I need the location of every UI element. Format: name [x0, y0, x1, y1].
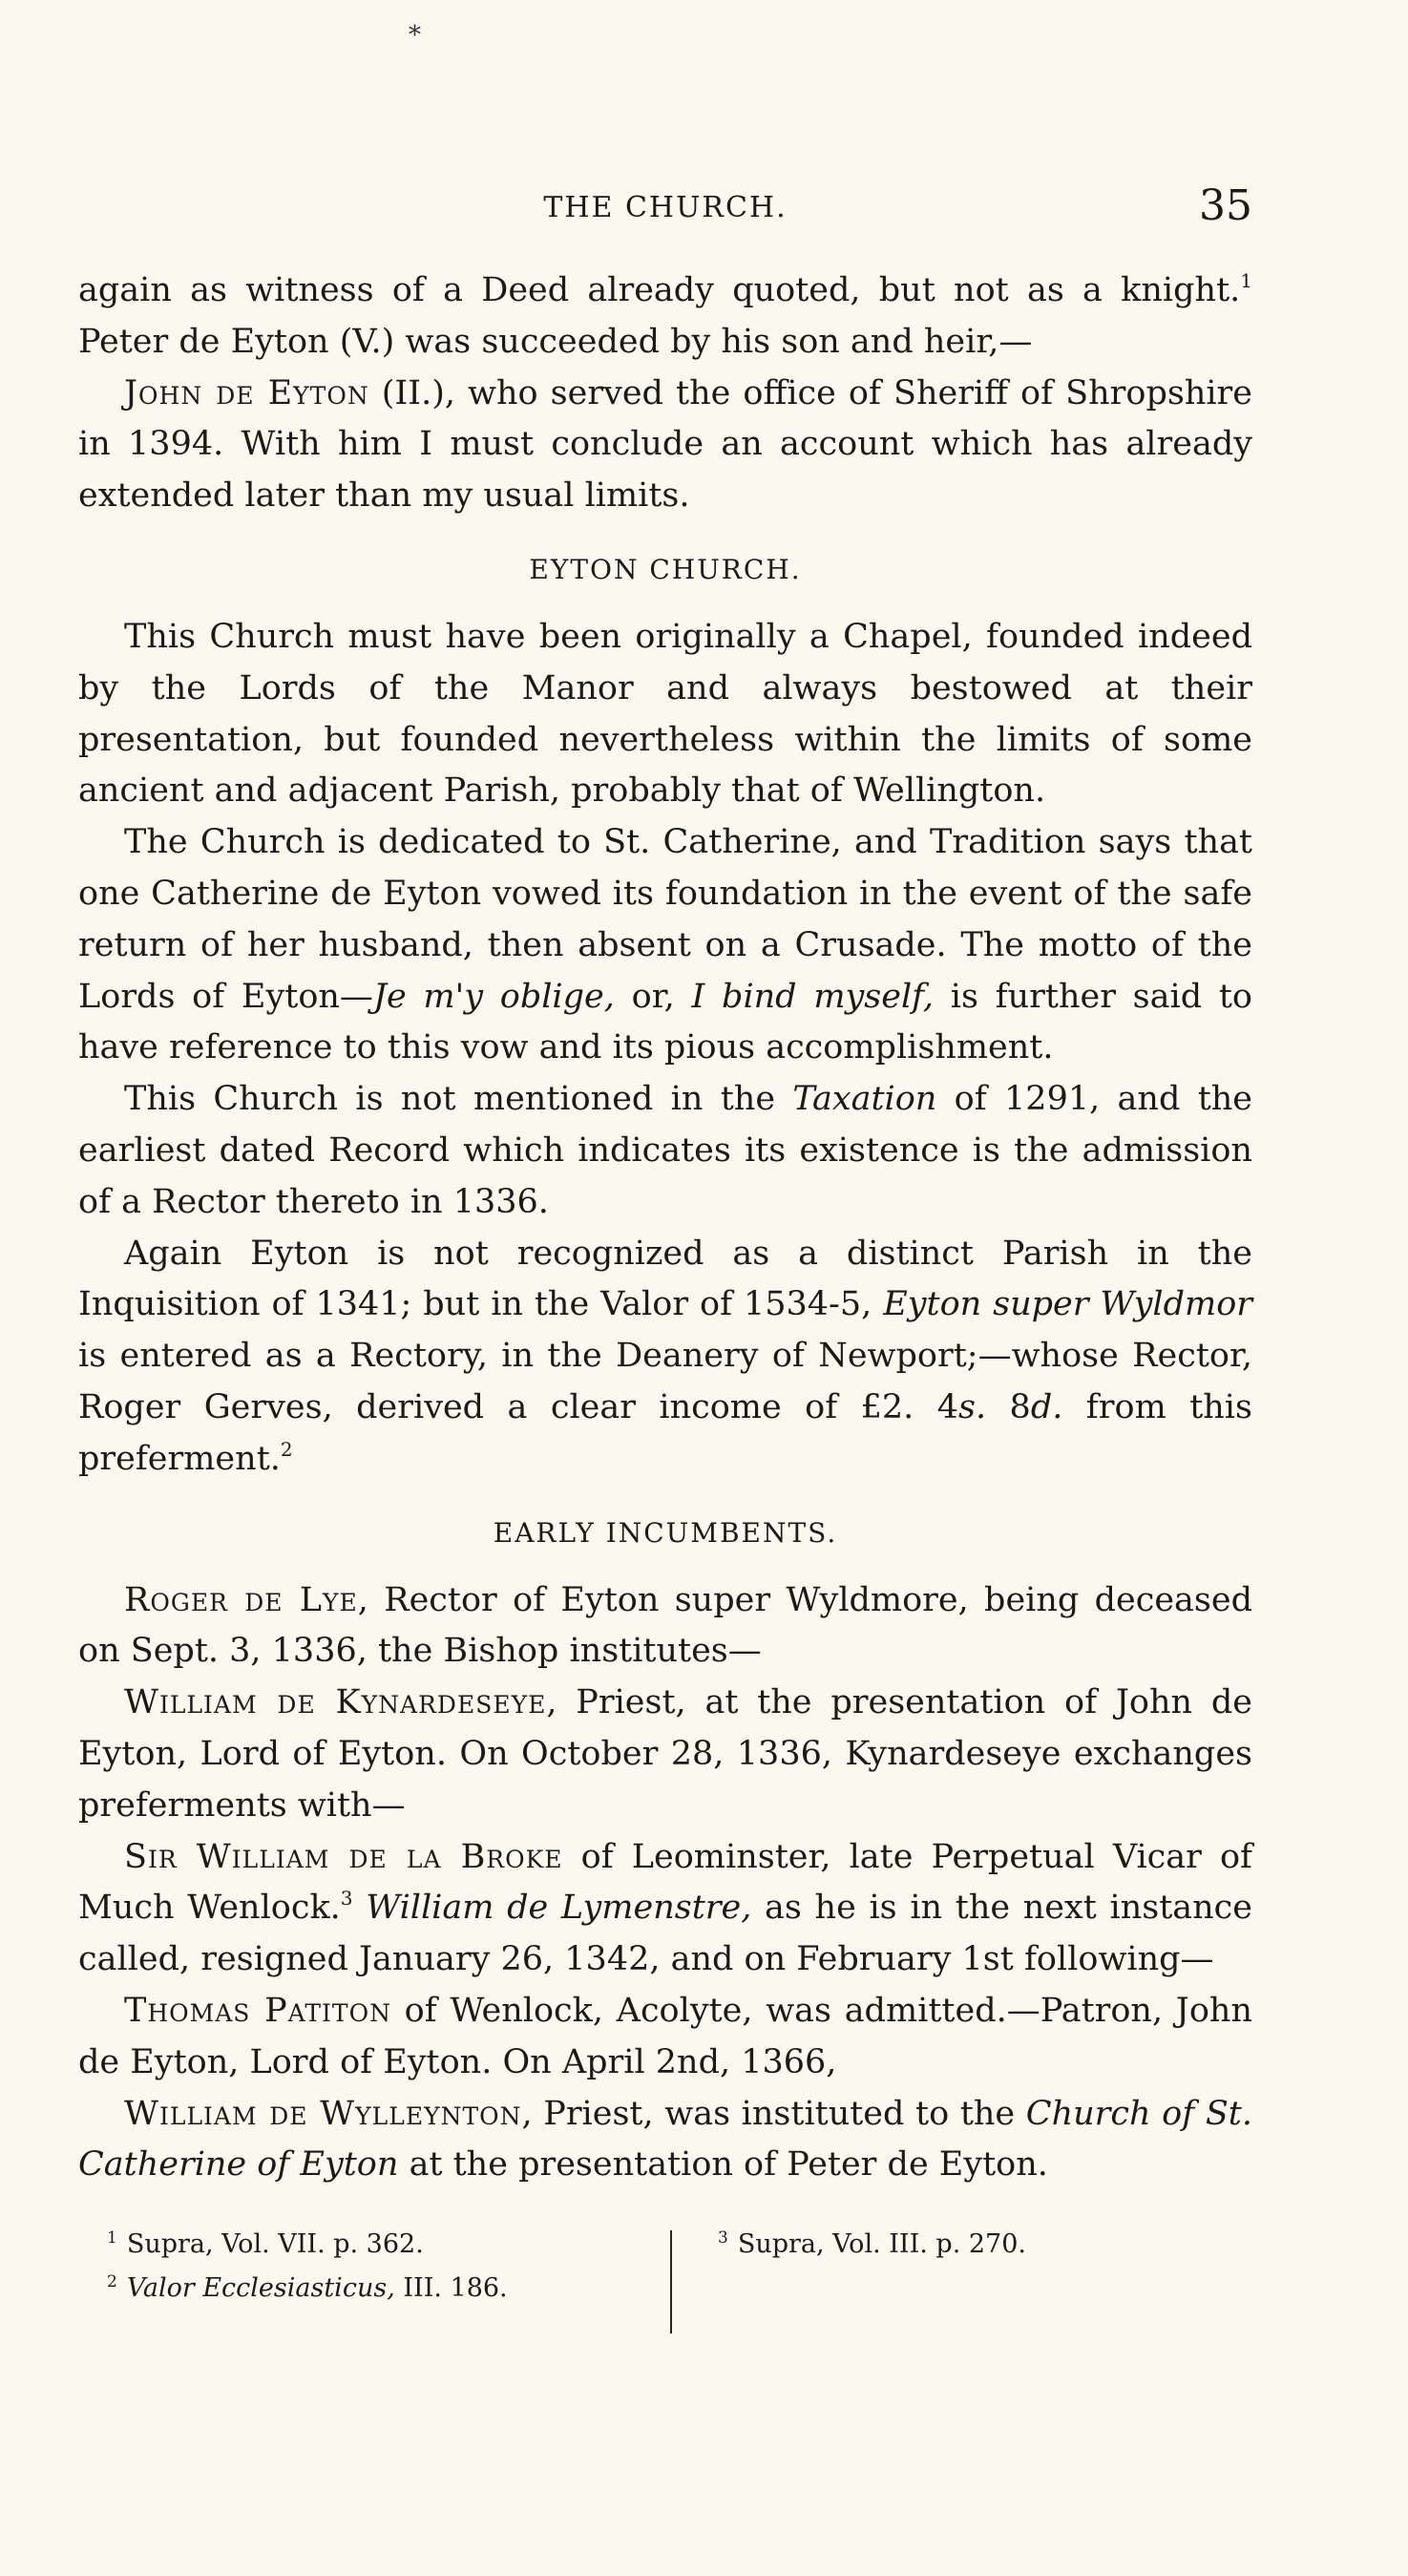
footnote-column-left	[107, 2223, 641, 2311]
paragraph: The Church is dedicated to St. Catherine, and Tradition says that one Catherine de Eyton vowed its foundation in the event of the safe return of her husband, then absent on a Crusade. The motto of the Lords of Eyton—Je m'y oblige, or, I bind myself, is further said to have reference to this vow and its pious accomplishment.	[78, 823, 1252, 1067]
section-heading: EYTON CHURCH.	[529, 553, 802, 585]
person-name: Roger de Lye	[124, 1580, 358, 1619]
footnote-ref: 1	[1240, 269, 1252, 292]
paragraph: William de Kynardeseye, Priest, at the presentation of John de Eyton, Lord of Eyton. On October 28, 1336, Kynardeseye exchanges preferments with—	[78, 1683, 1252, 1825]
footnote-column-right	[718, 2223, 1195, 2267]
person-name: John de Eyton	[124, 373, 369, 412]
person-name: Thomas Patiton	[124, 1991, 391, 2030]
paragraph: again as witness of a Deed already quoted, but not as a knight.$^1$ Peter de Eyton (V.) was succeeded by his son and heir,—	[78, 269, 1252, 361]
footnote-ref: 2	[280, 1437, 293, 1461]
paragraph: Roger de Lye, Rector of Eyton super Wyldmore, being deceased on Sept. 3, 1336, the Bishop institutes—	[78, 1580, 1252, 1671]
ink-mark: *	[409, 21, 421, 50]
person-name: William de Wylleynton	[124, 2094, 522, 2133]
footnote: $^1$ Supra, Vol. VII. p. 362.	[107, 2228, 424, 2259]
motto-translation: I bind myself,	[691, 977, 934, 1016]
paragraph: Thomas Patiton of Wenlock, Acolyte, was admitted.—Patron, John de Eyton, Lord of Eyton. On April 2nd, 1366,	[78, 1991, 1252, 2081]
running-title: THE CHURCH.	[543, 191, 788, 224]
footnote-divider	[670, 2230, 672, 2333]
footnote: $^2$ Valor Ecclesiasticus, III. 186.	[107, 2272, 508, 2303]
paragraph: This Church is not mentioned in the Taxation of 1291, and the earliest dated Record which indicates its existence is the admission of a Rector thereto in 1336.	[78, 1080, 1253, 1221]
person-name: William de Kynardeseye	[124, 1683, 547, 1722]
person-name: Sir William de la Broke	[124, 1837, 563, 1876]
footnote-ref: 3	[340, 1887, 353, 1911]
running-header	[78, 181, 1252, 239]
section-heading: EARLY INCUMBENTS.	[493, 1516, 838, 1549]
paragraph: John de Eyton (II.), who served the office of Sheriff of Shropshire in 1394. With him I must conclude an account which has already extended later than my usual limits.	[78, 373, 1252, 516]
motto: Je m'y oblige,	[372, 977, 615, 1016]
paragraph: Sir William de la Broke of Leominster, late Perpetual Vicar of Much Wenlock.$^3$ William de Lymenstre, as he is in the next instance called, resigned January 26, 1342, and on February 1st following—	[78, 1837, 1252, 1979]
paragraph: This Church must have been originally a Chapel, founded indeed by the Lords of the Manor and always bestowed at their presentation, but founded nevertheless within the limits of some ancient and adjacent Parish, probably that of Wellington.	[78, 617, 1252, 811]
paragraph: Again Eyton is not recognized as a distinct Parish in the Inquisition of 1341; but in the Valor of 1534-5, Eyton super Wyldmor is entered as a Rectory, in the Deanery of Newport;—whose Rector, Roger Gerves, derived a clear income of £2. 4s. 8d. from this preferment.$^2$	[78, 1234, 1253, 1478]
paragraph: William de Wylleynton, Priest, was instituted to the Church of St. Catherine of Eyton at the presentation of Peter de Eyton.	[78, 2094, 1253, 2185]
page-number: 35	[1199, 181, 1252, 230]
main-text	[78, 265, 1252, 2191]
footnote: $^3$ Supra, Vol. III. p. 270.	[718, 2228, 1026, 2259]
footnotes	[107, 2223, 1205, 2366]
